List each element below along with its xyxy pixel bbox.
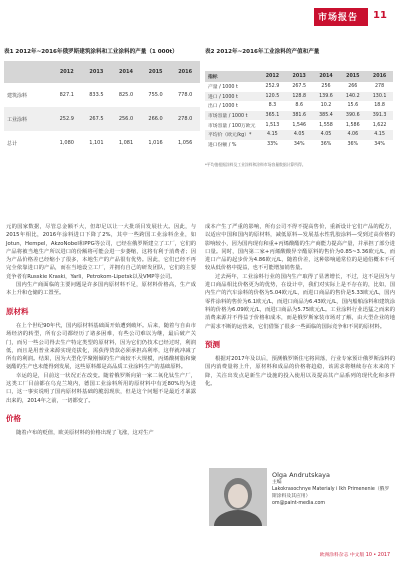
year-cell: 2016 bbox=[178, 69, 193, 75]
cell: 128.8 bbox=[292, 93, 307, 99]
cell: 1,558 bbox=[319, 122, 333, 128]
paragraph: 幸运的是，目前这一状况正在改变。随着俄罗斯向第一家二氧化钛生产厂，这类工厂目前都在乌克兰境内，德国工业涂料所用的原材料中有近80%均为进口，这一事实说明了国内原材料基础的脆弱现状，但是这个问题不是最近才暴露出来的，2014年之前，一切都变了。 bbox=[6, 372, 196, 404]
cell: 1,586 bbox=[345, 122, 360, 128]
table-row bbox=[205, 140, 393, 150]
cell: 825.0 bbox=[118, 92, 134, 98]
author-role: 主编 bbox=[272, 480, 282, 485]
paragraph: 根据对2017年及以后，预测俄罗斯住宅将回落，行业专家预计俄罗斯涂料的国内消费量将上升，原材料和成品的价格将趋稳，该需求将继续存在未来的下降，关注出发点是新生产设施的投入使用以及提高其产品系列的现代化和多样化。 bbox=[205, 356, 395, 388]
row-label: 市场容量 / 100万欧元 bbox=[208, 123, 256, 129]
author-org: Lakokrasochnye Materialy i Ikh Primenenie（俄罗斯涂料及其应用） bbox=[272, 487, 390, 499]
cell: 36% bbox=[320, 141, 332, 147]
cell: 15.6 bbox=[347, 103, 359, 109]
cell: 252.9 bbox=[265, 84, 280, 90]
year-cell: 2014 bbox=[319, 74, 333, 79]
cell: 120.5 bbox=[265, 93, 280, 99]
right-column bbox=[205, 223, 395, 388]
table2-caption: 表2 2012年~2016年工业涂料的产值和产量 bbox=[205, 49, 320, 55]
paragraph: 在上个世纪90年代，国内原材料基础面开始遭到破坏。后来，随着与自由市场经济的转型，所有公司都经历了诸多困难，有些公司难以为继，最后破产关门，而另一些公司得去生产特定类型的原材料，因为它们仍技术已经过时，利润低，而且是用普业来源实现竞拔化，需获得贷款必须承担高利率，这样就冲减了所有的利润。结果，因为大型化学聚刚倾的生产商较不大规模，丙烯酸树脂和聚氨酯的生产也未能得到发展，这些原料都是高品质工业涂料生产的基础原料。 bbox=[6, 322, 196, 371]
table-row bbox=[4, 107, 200, 131]
table-row bbox=[4, 83, 200, 107]
cell: 1,546 bbox=[292, 122, 307, 128]
paragraph: 过去两年，工业涂料行业的国内生产取得了显著增长，不过，这不是因为与进口商品相比价格更为的优势，在设计中，我们对实际上是不存在的，比如，国内生产的汽车涂料的价格为5.04欧元/L，而进口商品的售价是5.33欧元/L，国内零件涂料的售价为6.1欧元/L，而进口商品为6.43欧元/L，国内船舶涂料和建筑涂料的价格为6.09欧元/L，而进口商品为5.75欧元/L。工业涂料行业迅猛之而来的消费来源并不得益于价格和成本，而是俄罗斯家装市场对了解，由大型企业的地产需求不断的运营来，它们借鉴了很多一些面临的国际竞争和不同的原材料。 bbox=[205, 273, 395, 330]
author-portrait-icon bbox=[209, 468, 267, 526]
year-cell: 2013 bbox=[292, 74, 306, 79]
row-label: 产量 / 1000 t bbox=[208, 85, 238, 91]
paragraph: 成本产生了严重的影响，所有公司不得不提高售价，重新设计它们产品的配方，以适应中国和国内的原材料，减低原料—发展基水性乳胶涂料—受到过高价格的影响较小，因为国内现有和重+丙烯酸酯的生产商能力提高产量，并承担了部分进口量。同时，国内第二家+丙烯酸酸异辛酯原料的售价为0.85~3.36欧元/L，而进口产品的起步价为4.86欧元/L，随着价差，这种影响通常位的是通俗概本不可较从低价格中提益，也不可能增加销售量。 bbox=[205, 224, 395, 272]
table2-note: *平均值根据涂料及工业涂料和涂料市场容量数据计算所得。 bbox=[205, 162, 306, 167]
table-row bbox=[205, 92, 393, 102]
cell: 1,622 bbox=[372, 122, 387, 128]
cell: 267.5 bbox=[89, 116, 104, 122]
table2 bbox=[205, 71, 393, 149]
cell: 385.4 bbox=[319, 113, 333, 119]
cell: 8.3 bbox=[268, 103, 277, 109]
cell: 10.2 bbox=[320, 103, 332, 109]
row-label: 进口 / 1000 t bbox=[208, 94, 238, 100]
cell: 252.9 bbox=[59, 116, 74, 122]
row-label: 平均价（欧元/kg）* bbox=[208, 133, 252, 139]
table-row bbox=[205, 82, 393, 92]
page-number: 11 bbox=[373, 10, 387, 21]
cell: 1,101 bbox=[89, 140, 104, 146]
table-row bbox=[205, 120, 393, 130]
cell: 33% bbox=[267, 141, 278, 147]
section-title: 市场报告 bbox=[318, 13, 359, 23]
year-cell: 2015 bbox=[346, 74, 360, 79]
table-row bbox=[205, 130, 393, 140]
row-label: 建筑涂料 bbox=[7, 92, 28, 99]
paragraph: 随着卢布的贬值，欧美原材料的价格出现了飞涨，这对生产 bbox=[16, 430, 154, 437]
year-cell: 2013 bbox=[89, 69, 104, 75]
row-label: 总计 bbox=[7, 140, 18, 147]
cell: 266.0 bbox=[148, 116, 163, 122]
cell: 34% bbox=[374, 141, 385, 147]
year-cell: 2014 bbox=[119, 69, 133, 75]
cell: 1,513 bbox=[265, 122, 280, 128]
left-column bbox=[6, 223, 196, 438]
cell: 130.1 bbox=[372, 93, 387, 99]
cell: 778.0 bbox=[178, 92, 193, 98]
table-row bbox=[4, 131, 200, 155]
cell: 381.6 bbox=[292, 113, 307, 119]
cell: 18.8 bbox=[374, 103, 385, 109]
section-heading: 原材料 bbox=[6, 306, 29, 316]
cell: 278 bbox=[375, 84, 385, 90]
cell: 390.6 bbox=[345, 113, 360, 119]
cell: 755.0 bbox=[148, 92, 163, 98]
table-row bbox=[205, 101, 393, 111]
cell: 827.1 bbox=[59, 92, 74, 98]
cell: 256 bbox=[321, 84, 331, 90]
cell: 4.15 bbox=[374, 132, 385, 138]
cell: 8.6 bbox=[295, 103, 304, 109]
cell: 1,016 bbox=[148, 140, 163, 146]
year-cell: 2012 bbox=[59, 69, 74, 75]
head-label: 指标 bbox=[208, 75, 218, 80]
row-label: 进口份额 / % bbox=[208, 142, 237, 148]
table1-header bbox=[4, 61, 200, 83]
cell: 1,056 bbox=[178, 140, 193, 146]
author-photo bbox=[209, 468, 267, 526]
cell: 266 bbox=[348, 84, 358, 90]
author-name: Olga Andrutskaya bbox=[272, 471, 330, 479]
table1-caption: 表1 2012年~2016年俄罗斯建筑涂料和工业涂料的产量（1 000t） bbox=[4, 49, 178, 55]
author-email[interactable]: om@paint-media.com bbox=[272, 501, 326, 506]
year-cell: 2015 bbox=[148, 69, 163, 75]
cell: 4.15 bbox=[267, 132, 278, 138]
cell: 140.2 bbox=[345, 93, 360, 99]
author-info bbox=[272, 472, 394, 507]
cell: 4.05 bbox=[293, 132, 305, 138]
paragraph: 元的国家数据，尽管总金额不大，但却足以让一大批项目发展壮大。因此，与2015年相比，2016年涂料进口下降了2%，其中一些跨国工业涂料企业，如Jotun，Hempel，AkzoNobel和PPG等公司，已经在俄罗斯建立了工厂，它们的产品将被当地生产所以进口的份额将可能会进一步萎缩，这将有利于消费者；因为产品价格差已经缩小了很多，本地生产的产品很有优势。因此，它们已经不再完全依靠进口的产品，而在当地设立工厂，并拥有自己的研发团队，它们的主要竞争者有Russkie Kraski，Yarli，Petrokom-Lipetsk以及VMP等公司。 bbox=[6, 224, 196, 280]
cell: 4.06 bbox=[347, 132, 359, 138]
row-label: 市场容量 / 1000 t bbox=[208, 114, 248, 120]
section-heading: 价格 bbox=[6, 413, 21, 423]
paragraph: 国内生产商面临的主要问题是许多国内原材料不足，原材料价格高，生产成本上升和仓储的工置至。 bbox=[6, 282, 196, 297]
cell: 267.5 bbox=[292, 84, 307, 90]
cell: 139.6 bbox=[319, 93, 333, 99]
cell: 278.0 bbox=[178, 116, 193, 122]
cell: 256.0 bbox=[118, 116, 134, 122]
row-label: 工业涂料 bbox=[7, 116, 28, 123]
year-cell: 2016 bbox=[372, 74, 387, 79]
footer: 欧洲涂料杂志 中文版 10 • 2017 bbox=[319, 553, 390, 558]
year-cell: 2012 bbox=[265, 74, 280, 79]
cell: 4.05 bbox=[320, 132, 332, 138]
cell: 1,081 bbox=[118, 140, 134, 146]
cell: 365.1 bbox=[265, 113, 280, 119]
cell: 1,080 bbox=[59, 140, 74, 146]
section-heading: 预测 bbox=[205, 339, 220, 349]
cell: 34% bbox=[293, 141, 305, 147]
table1 bbox=[4, 61, 200, 155]
table-row bbox=[205, 111, 393, 121]
cell: 833.5 bbox=[89, 92, 104, 98]
table2-header bbox=[205, 71, 393, 82]
row-label: 出口 / 1000 t bbox=[208, 104, 238, 110]
cell: 391.3 bbox=[372, 113, 387, 119]
cell: 36% bbox=[347, 141, 359, 147]
